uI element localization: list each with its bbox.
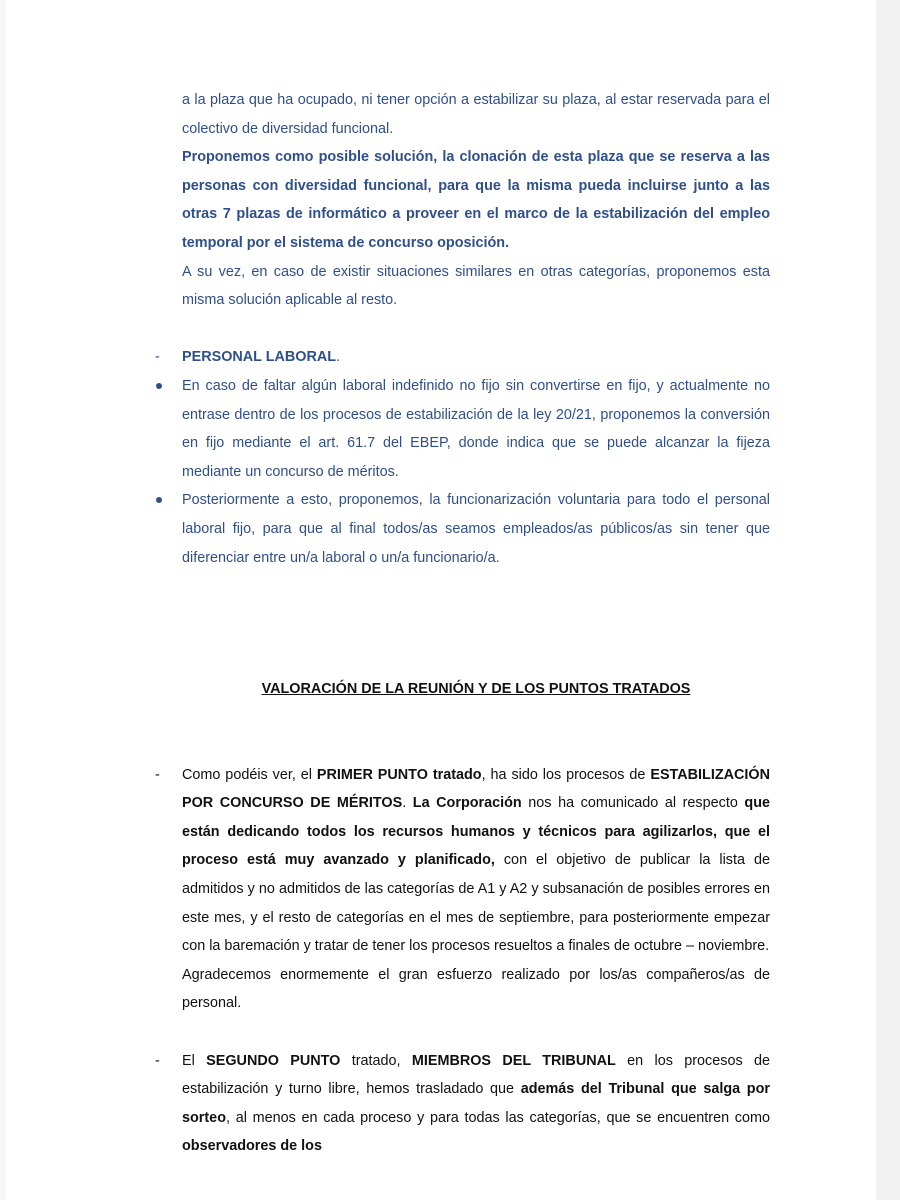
- dash-marker: -: [155, 349, 160, 366]
- point1-thanks: Agradecemos enormemente el gran esfuerzo realizado por los/as compañeros/as de personal.: [182, 966, 770, 1012]
- extension-paragraph: A su vez, en caso de existir situaciones similares en otras categorías, proponemos esta misma solución aplicable al resto.: [182, 263, 770, 309]
- laboral-bullet-2: [182, 486, 770, 572]
- intro-paragraph: a la plaza que ha ocupado, ni tener opción a estabilizar su plaza, al estar reservada para el colectivo de diversidad funcional.: [182, 92, 770, 137]
- point1-paragraph: Como podéis ver, el PRIMER PUNTO tratado, ha sido los procesos de ESTABILIZACIÓN POR CONCURSO DE MÉRITOS. La Corporación nos ha comunicado al respecto que están dedicando todos los recursos humanos y técnicos para agilizarlos, que el proceso está muy avanzado y planificado, con el objetivo de publicar la lista de admitidos y no admitidos de las categorías de A1 y A2 y subsanación de posibles errores en este mes, y el resto de categorías en el mes de septiembre, para posteriormente empezar con la baremación y tratar de tener los procesos resueltos a finales de octubre – noviembre.: [182, 766, 771, 955]
- section-heading: VALORACIÓN DE LA REUNIÓN Y DE LOS PUNTOS TRATADOS: [261, 681, 691, 698]
- bullet-icon: [156, 383, 162, 389]
- dash-marker: -: [155, 1052, 160, 1069]
- proposal-paragraph: Proponemos como posible solución, la clonación de esta plaza que se reserva a las personas con diversidad funcional, para que la misma pueda incluirse junto a las otras 7 plazas de informático a proveer en el marco de la estabilización del empleo temporal por el sistema de concurso oposición.: [182, 149, 770, 251]
- point2-paragraph: El SEGUNDO PUNTO tratado, MIEMBROS DEL TRIBUNAL en los procesos de estabilización y turno libre, hemos trasladado que además del Tribunal que salga por sorteo, al menos en cada proceso y para todas las categorías, que se encuentren como observadores de los: [182, 1052, 770, 1155]
- bullet-icon: [156, 497, 162, 503]
- page-left-edge: [0, 0, 6, 1200]
- laboral-title: PERSONAL LABORAL: [182, 349, 337, 366]
- page-right-edge: [876, 0, 900, 1200]
- document-page: [155, 86, 771, 1161]
- laboral-bullet-1: [182, 372, 770, 486]
- bullet-text: En caso de faltar algún laboral indefinido no fijo sin convertirse en fijo, y actualmente no entrase dentro de los procesos de estabilización de la ley 20/21, proponemos la conversión en fijo mediante el art. 61.7 del EBEP, donde indica que se puede alcanzar la fijeza mediante un concurso de méritos.: [182, 377, 770, 480]
- laboral-section-header: [155, 343, 770, 372]
- laboral-title-suffix: .: [336, 349, 341, 366]
- point2-item: [155, 1047, 770, 1161]
- bullet-text: Posteriormente a esto, proponemos, la funcionarización voluntaria para todo el personal laboral fijo, para que al final todos/as seamos empleados/as públicos/as sin tener que diferenciar entre un/a laboral o un/a funcionario/a.: [182, 492, 770, 566]
- dash-marker: -: [155, 766, 160, 783]
- point1-item: [155, 761, 771, 1018]
